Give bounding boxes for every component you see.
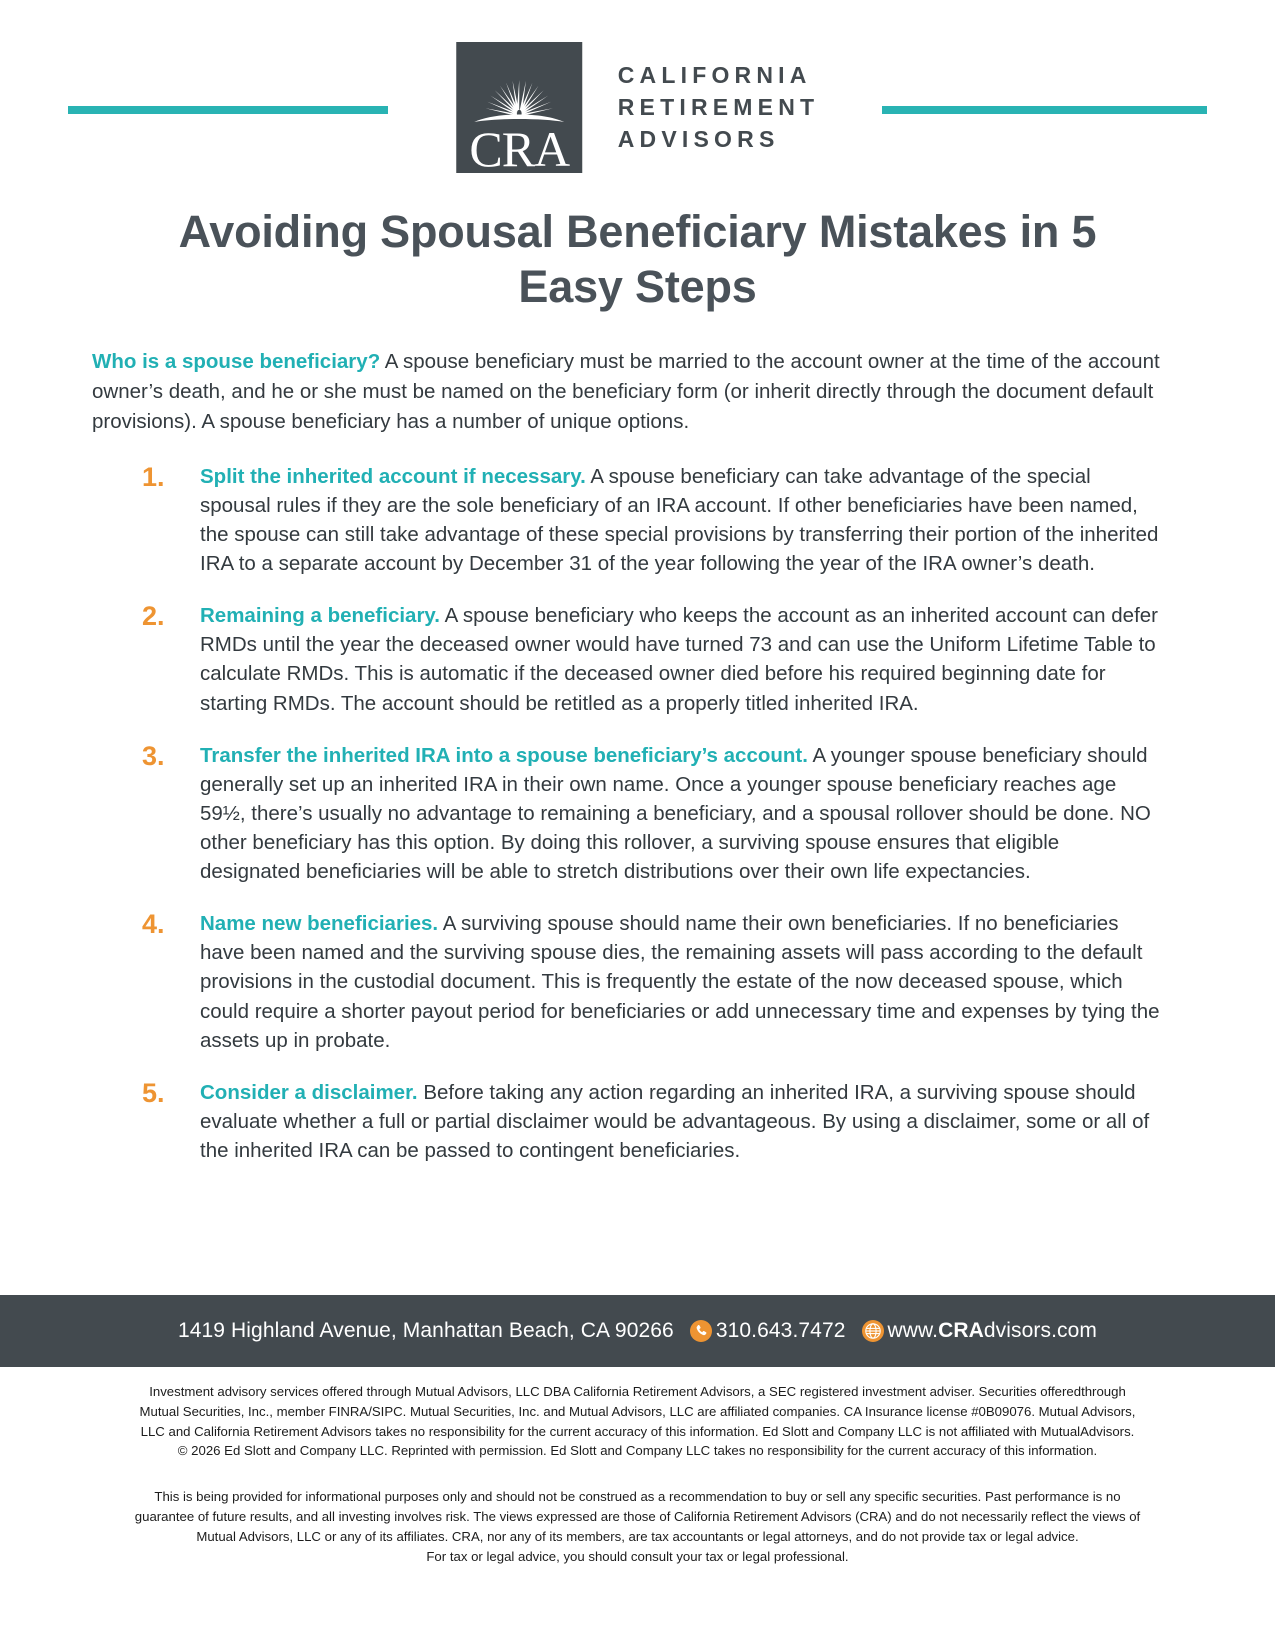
- svg-text:CRA: CRA: [468, 121, 569, 173]
- website-prefix: www.: [887, 1319, 939, 1342]
- disclaimer-line: Mutual Advisors, LLC or any of its affiliates. CRA, nor any of its members, are tax accountants or legal attorneys, and do not provide tax or legal advice.: [196, 1528, 1079, 1544]
- disclaimer-line: Mutual Securities, Inc., member FINRA/SIPC. Mutual Securities, Inc. and Mutual Advisors, LLC are affiliated companies. CA Insurance license #0B09076. Mutual Advisors,: [139, 1403, 1136, 1419]
- office-address: 1419 Highland Avenue, Manhattan Beach, CA 90266: [177, 1319, 674, 1342]
- document-body: [0, 347, 1275, 1165]
- step-content: [200, 741, 1165, 887]
- disclaimer-line: guarantee of future results, and all investing involves risk. The views expressed are those of California Retirement Advisors (CRA) and do not necessarily reflect the views of: [134, 1508, 1141, 1524]
- contact-footer-bar: [0, 1295, 1275, 1367]
- page-title: Avoiding Spousal Beneficiary Mistakes in 5 Easy Steps: [178, 206, 1097, 312]
- step-text: A surviving spouse should name their own beneficiaries. If no beneficiaries have been named and the surviving spouse dies, the remaining assets will pass according to the default provisions in the custodial document. This is frequently the estate of the now deceased spouse, which could require a shorter payout period for beneficiaries or add unnecessary time and expenses by tying the assets up in probate.: [200, 912, 1160, 1052]
- step-title: Consider a disclaimer.: [200, 1080, 418, 1104]
- list-item: [142, 909, 1165, 1055]
- step-number: 5.: [142, 1077, 165, 1108]
- brand-line-3: ADVISORS: [617, 126, 780, 152]
- step-number: 4.: [142, 909, 165, 940]
- disclaimer-block-2: [62, 1487, 1213, 1566]
- list-item: [142, 1078, 1165, 1165]
- list-item: [142, 462, 1165, 578]
- step-title: Remaining a beneficiary.: [200, 604, 441, 628]
- cra-logo-mark: [456, 42, 582, 173]
- brand-line-1: CALIFORNIA: [617, 62, 812, 88]
- step-number: 2.: [142, 601, 165, 632]
- globe-icon: [862, 1320, 884, 1342]
- brand-line-2: RETIREMENT: [617, 94, 820, 120]
- step-text: Before taking any action regarding an inherited IRA, a surviving spouse should evaluate whether a full or partial disclaimer would be advantageous. By using a disclaimer, some or all of the inherited IRA can be passed to contingent beneficiaries.: [200, 1080, 1150, 1162]
- intro-text: A spouse beneficiary must be married to the account owner at the time of the account owner’s death, and he or she must be named on the beneficiary form (or inherit directly through the document default provisions). A spouse beneficiary has a number of unique options.: [92, 349, 1160, 434]
- step-content: [200, 1078, 1165, 1165]
- disclaimer-line: This is being provided for informational purposes only and should not be construed as a recommendation to buy or sell any specific securities. Past performance is no: [154, 1489, 1121, 1505]
- disclaimer-line: © 2026 Ed Slott and Company LLC. Reprinted with permission. Ed Slott and Company LLC takes no responsibility for the current accuracy of this information.: [177, 1443, 1098, 1459]
- disclaimer-line: Investment advisory services offered through Mutual Advisors, LLC DBA California Retirement Advisors, a SEC registered investment adviser. Securities offeredthrough: [149, 1384, 1126, 1399]
- disclaimer-block-1: [62, 1382, 1213, 1461]
- step-content: [200, 601, 1165, 717]
- step-text: A spouse beneficiary can take advantage of the special spousal rules if they are the sole beneficiary of an IRA account. If other beneficiaries have been named, the spouse can still take advantage of these special provisions by transferring their portion of the inherited IRA to a separate account by December 31 of the year following the year of the IRA owner’s death.: [200, 464, 1159, 576]
- phone-icon: [690, 1320, 712, 1342]
- step-title: Transfer the inherited IRA into a spouse beneficiary’s account.: [200, 743, 808, 767]
- phone-number[interactable]: 310.643.7472: [715, 1319, 846, 1342]
- brand-wordmark: [618, 64, 820, 151]
- step-number: 1.: [142, 461, 165, 492]
- page-header: [0, 0, 1275, 185]
- list-item: [142, 741, 1165, 887]
- step-content: [200, 462, 1165, 578]
- disclaimer-line: LLC and California Retirement Advisors takes no responsibility for the current accuracy of this information. Ed Slott and Company LLC is not affiliated with MutualAdvisors.: [140, 1423, 1135, 1439]
- steps-list: [92, 462, 1187, 1165]
- legal-disclaimer: [0, 1382, 1275, 1566]
- step-text: A younger spouse beneficiary should generally set up an inherited IRA in their own name. Once a younger spouse beneficiary reaches age 59½, there’s usually no advantage to remaining a beneficiary, and a spousal rollover should be done. NO other beneficiary has this option. By doing this rollover, a surviving spouse ensures that eligible designated beneficiaries will be able to stretch distributions over their own life expectancies.: [200, 743, 1151, 884]
- sunburst-icon: [485, 80, 552, 116]
- step-content: [200, 909, 1165, 1055]
- header-rule-left: [68, 106, 388, 114]
- brand-logo: [456, 42, 820, 173]
- step-number: 3.: [142, 740, 165, 771]
- header-rule-right: [882, 106, 1207, 114]
- intro-paragraph: [92, 347, 1187, 438]
- disclaimer-line: For tax or legal advice, you should consult your tax or legal professional.: [426, 1548, 849, 1564]
- step-title: Name new beneficiaries.: [200, 912, 439, 936]
- website-suffix: dvisors.com: [983, 1319, 1098, 1342]
- website-brand: CRA: [938, 1319, 984, 1342]
- website-link[interactable]: [888, 1319, 1098, 1343]
- intro-lead: Who is a spouse beneficiary?: [92, 349, 381, 373]
- step-title: Split the inherited account if necessary.: [200, 464, 586, 488]
- step-text: A spouse beneficiary who keeps the account as an inherited account can defer RMDs until the year the deceased owner would have turned 73 and can use the Uniform Lifetime Table to calculate RMDs. This is automatic if the deceased owner died before his required beginning date for starting RMDs. The account should be retitled as a properly titled inherited IRA.: [200, 604, 1158, 715]
- list-item: [142, 601, 1165, 717]
